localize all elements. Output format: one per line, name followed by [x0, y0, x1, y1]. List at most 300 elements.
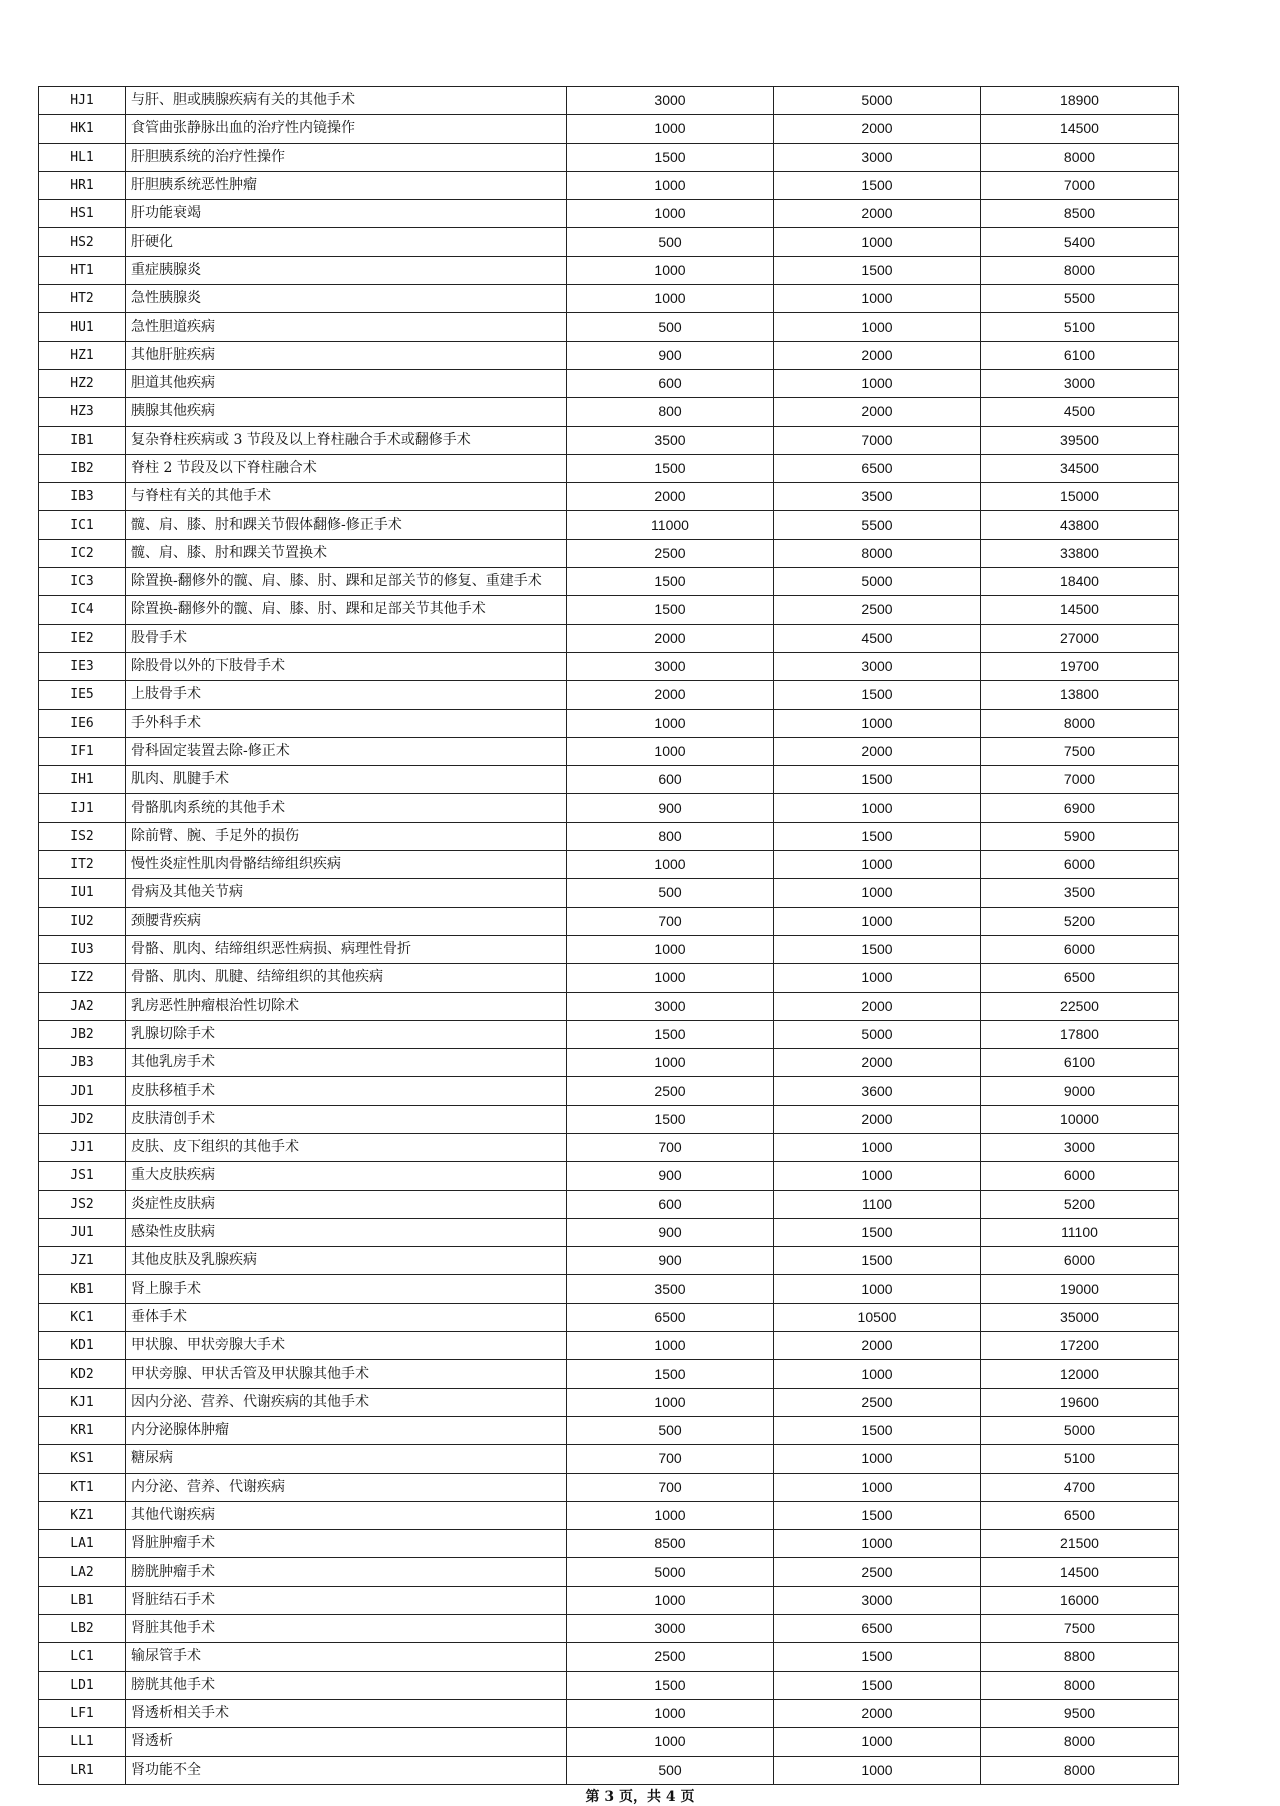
row-code: IH1 — [39, 766, 126, 794]
row-name: 垂体手术 — [126, 1303, 567, 1331]
row-name: 股骨手术 — [126, 624, 567, 652]
table-row — [39, 879, 1179, 907]
fee-table — [38, 86, 1179, 1785]
row-value-1: 5000 — [567, 1558, 774, 1586]
row-value-3: 5100 — [981, 1445, 1179, 1473]
row-value-3: 11100 — [981, 1218, 1179, 1246]
row-value-2: 1000 — [774, 1162, 981, 1190]
table-row — [39, 822, 1179, 850]
row-code: KC1 — [39, 1303, 126, 1331]
row-value-2: 1000 — [774, 1756, 981, 1784]
row-value-2: 1000 — [774, 794, 981, 822]
row-value-1: 2500 — [567, 1643, 774, 1671]
row-code: HR1 — [39, 171, 126, 199]
row-value-2: 2000 — [774, 200, 981, 228]
row-value-1: 900 — [567, 341, 774, 369]
row-value-1: 900 — [567, 1218, 774, 1246]
row-value-1: 800 — [567, 822, 774, 850]
row-value-2: 2000 — [774, 737, 981, 765]
table-row — [39, 1643, 1179, 1671]
table-row — [39, 313, 1179, 341]
row-value-2: 3500 — [774, 483, 981, 511]
row-name: 肝功能衰竭 — [126, 200, 567, 228]
row-name: 炎症性皮肤病 — [126, 1190, 567, 1218]
row-code: HK1 — [39, 115, 126, 143]
row-value-1: 1000 — [567, 851, 774, 879]
row-value-2: 1000 — [774, 907, 981, 935]
row-value-3: 22500 — [981, 992, 1179, 1020]
row-name: 除前臂、腕、手足外的损伤 — [126, 822, 567, 850]
row-value-2: 1000 — [774, 228, 981, 256]
row-value-3: 14500 — [981, 1558, 1179, 1586]
row-value-1: 1000 — [567, 1049, 774, 1077]
row-value-1: 1000 — [567, 1501, 774, 1529]
row-value-3: 19000 — [981, 1275, 1179, 1303]
row-value-3: 8000 — [981, 1756, 1179, 1784]
row-name: 肌肉、肌腱手术 — [126, 766, 567, 794]
row-value-2: 1500 — [774, 1671, 981, 1699]
table-row — [39, 1190, 1179, 1218]
row-value-3: 18900 — [981, 87, 1179, 115]
row-value-3: 8500 — [981, 200, 1179, 228]
row-value-2: 1000 — [774, 1445, 981, 1473]
table-row — [39, 794, 1179, 822]
row-code: JZ1 — [39, 1247, 126, 1275]
row-value-1: 700 — [567, 1445, 774, 1473]
row-value-1: 1500 — [567, 1020, 774, 1048]
row-value-3: 14500 — [981, 596, 1179, 624]
row-value-1: 1500 — [567, 454, 774, 482]
row-code: LB1 — [39, 1586, 126, 1614]
row-code: LR1 — [39, 1756, 126, 1784]
row-name: 因内分泌、营养、代谢疾病的其他手术 — [126, 1388, 567, 1416]
row-value-3: 19600 — [981, 1388, 1179, 1416]
row-code: LA1 — [39, 1530, 126, 1558]
row-value-1: 1000 — [567, 256, 774, 284]
row-value-2: 2500 — [774, 1558, 981, 1586]
row-code: IB2 — [39, 454, 126, 482]
row-value-1: 600 — [567, 766, 774, 794]
row-value-2: 1500 — [774, 681, 981, 709]
row-value-1: 600 — [567, 1190, 774, 1218]
row-value-2: 7000 — [774, 426, 981, 454]
row-value-1: 3500 — [567, 426, 774, 454]
row-name: 肝胆胰系统的治疗性操作 — [126, 143, 567, 171]
row-value-2: 1000 — [774, 851, 981, 879]
row-value-2: 3000 — [774, 1586, 981, 1614]
row-value-3: 6000 — [981, 1162, 1179, 1190]
row-name: 输尿管手术 — [126, 1643, 567, 1671]
row-value-3: 3000 — [981, 1133, 1179, 1161]
row-name: 除置换-翻修外的髋、肩、膝、肘、踝和足部关节其他手术 — [126, 596, 567, 624]
row-value-3: 8800 — [981, 1643, 1179, 1671]
row-value-1: 500 — [567, 1416, 774, 1444]
row-code: IE2 — [39, 624, 126, 652]
row-value-3: 8000 — [981, 1728, 1179, 1756]
row-value-3: 6000 — [981, 1247, 1179, 1275]
row-value-2: 2000 — [774, 398, 981, 426]
row-code: IC2 — [39, 539, 126, 567]
row-name: 重症胰腺炎 — [126, 256, 567, 284]
row-value-3: 7500 — [981, 1615, 1179, 1643]
row-value-3: 6500 — [981, 1501, 1179, 1529]
row-value-3: 9000 — [981, 1077, 1179, 1105]
row-value-1: 6500 — [567, 1303, 774, 1331]
row-name: 内分泌腺体肿瘤 — [126, 1416, 567, 1444]
row-code: JU1 — [39, 1218, 126, 1246]
row-value-3: 6100 — [981, 341, 1179, 369]
row-value-3: 5200 — [981, 907, 1179, 935]
row-name: 脊柱 2 节段及以下脊柱融合术 — [126, 454, 567, 482]
row-code: IU1 — [39, 879, 126, 907]
table-row — [39, 1671, 1179, 1699]
row-code: IE6 — [39, 709, 126, 737]
row-code: IC1 — [39, 511, 126, 539]
table-row — [39, 483, 1179, 511]
row-value-1: 600 — [567, 369, 774, 397]
row-name: 内分泌、营养、代谢疾病 — [126, 1473, 567, 1501]
row-value-1: 1500 — [567, 568, 774, 596]
row-value-2: 2000 — [774, 1105, 981, 1133]
row-code: JB3 — [39, 1049, 126, 1077]
row-code: KZ1 — [39, 1501, 126, 1529]
row-name: 与脊柱有关的其他手术 — [126, 483, 567, 511]
row-value-2: 10500 — [774, 1303, 981, 1331]
table-row — [39, 398, 1179, 426]
row-value-3: 10000 — [981, 1105, 1179, 1133]
table-row — [39, 709, 1179, 737]
row-value-2: 2000 — [774, 1699, 981, 1727]
row-code: LF1 — [39, 1699, 126, 1727]
row-value-2: 1000 — [774, 1530, 981, 1558]
row-code: HZ2 — [39, 369, 126, 397]
row-value-2: 1500 — [774, 171, 981, 199]
row-name: 肾透析相关手术 — [126, 1699, 567, 1727]
row-name: 肾上腺手术 — [126, 1275, 567, 1303]
row-value-2: 1000 — [774, 1473, 981, 1501]
row-name: 急性胆道疾病 — [126, 313, 567, 341]
row-code: IS2 — [39, 822, 126, 850]
table-row — [39, 369, 1179, 397]
row-value-1: 3000 — [567, 87, 774, 115]
row-code: JJ1 — [39, 1133, 126, 1161]
table-row — [39, 1105, 1179, 1133]
row-value-2: 2000 — [774, 115, 981, 143]
row-value-3: 8000 — [981, 709, 1179, 737]
row-value-3: 6000 — [981, 935, 1179, 963]
row-code: LB2 — [39, 1615, 126, 1643]
row-name: 膀胱肿瘤手术 — [126, 1558, 567, 1586]
row-value-1: 3500 — [567, 1275, 774, 1303]
row-name: 骨骼、肌肉、肌腱、结缔组织的其他疾病 — [126, 964, 567, 992]
row-value-3: 9500 — [981, 1699, 1179, 1727]
row-name: 甲状腺、甲状旁腺大手术 — [126, 1332, 567, 1360]
row-value-2: 1000 — [774, 1133, 981, 1161]
table-row — [39, 1530, 1179, 1558]
table-row — [39, 907, 1179, 935]
row-value-1: 2000 — [567, 681, 774, 709]
row-name: 与肝、胆或胰腺疾病有关的其他手术 — [126, 87, 567, 115]
row-value-1: 500 — [567, 313, 774, 341]
row-value-3: 19700 — [981, 652, 1179, 680]
row-value-2: 1100 — [774, 1190, 981, 1218]
row-value-3: 3500 — [981, 879, 1179, 907]
table-row — [39, 256, 1179, 284]
row-name: 肾功能不全 — [126, 1756, 567, 1784]
row-name: 肝硬化 — [126, 228, 567, 256]
row-value-2: 2000 — [774, 341, 981, 369]
table-row — [39, 596, 1179, 624]
row-code: HS2 — [39, 228, 126, 256]
row-value-2: 1000 — [774, 1728, 981, 1756]
row-value-3: 5100 — [981, 313, 1179, 341]
table-row — [39, 228, 1179, 256]
row-code: HS1 — [39, 200, 126, 228]
row-value-3: 14500 — [981, 115, 1179, 143]
row-name: 肾脏其他手术 — [126, 1615, 567, 1643]
row-value-3: 34500 — [981, 454, 1179, 482]
row-value-3: 5200 — [981, 1190, 1179, 1218]
row-name: 骨骼、肌肉、结缔组织恶性病损、病理性骨折 — [126, 935, 567, 963]
table-row — [39, 1133, 1179, 1161]
row-value-3: 17800 — [981, 1020, 1179, 1048]
row-name: 重大皮肤疾病 — [126, 1162, 567, 1190]
row-value-3: 7000 — [981, 171, 1179, 199]
row-value-1: 900 — [567, 1162, 774, 1190]
row-value-1: 2500 — [567, 1077, 774, 1105]
row-name: 急性胰腺炎 — [126, 285, 567, 313]
row-name: 胆道其他疾病 — [126, 369, 567, 397]
row-name: 上肢骨手术 — [126, 681, 567, 709]
row-name: 乳腺切除手术 — [126, 1020, 567, 1048]
row-name: 其他乳房手术 — [126, 1049, 567, 1077]
row-code: IT2 — [39, 851, 126, 879]
row-value-3: 17200 — [981, 1332, 1179, 1360]
row-code: HU1 — [39, 313, 126, 341]
row-value-3: 6900 — [981, 794, 1179, 822]
row-value-3: 35000 — [981, 1303, 1179, 1331]
row-name: 骨骼肌肉系统的其他手术 — [126, 794, 567, 822]
row-value-3: 27000 — [981, 624, 1179, 652]
row-name: 膀胱其他手术 — [126, 1671, 567, 1699]
row-value-1: 700 — [567, 1473, 774, 1501]
row-value-3: 33800 — [981, 539, 1179, 567]
row-value-2: 1500 — [774, 1643, 981, 1671]
table-row — [39, 1699, 1179, 1727]
row-value-2: 2000 — [774, 1332, 981, 1360]
row-value-1: 1500 — [567, 596, 774, 624]
row-value-3: 5000 — [981, 1416, 1179, 1444]
row-value-3: 7500 — [981, 737, 1179, 765]
row-code: IC4 — [39, 596, 126, 624]
row-value-2: 3600 — [774, 1077, 981, 1105]
row-value-3: 7000 — [981, 766, 1179, 794]
row-code: IF1 — [39, 737, 126, 765]
row-value-3: 3000 — [981, 369, 1179, 397]
row-code: KB1 — [39, 1275, 126, 1303]
row-code: KD1 — [39, 1332, 126, 1360]
table-row — [39, 1303, 1179, 1331]
row-value-3: 8000 — [981, 1671, 1179, 1699]
row-name: 皮肤清创手术 — [126, 1105, 567, 1133]
row-value-3: 6500 — [981, 964, 1179, 992]
row-value-1: 700 — [567, 907, 774, 935]
row-code: IU3 — [39, 935, 126, 963]
row-value-2: 2000 — [774, 1049, 981, 1077]
row-value-1: 900 — [567, 1247, 774, 1275]
row-value-2: 3000 — [774, 652, 981, 680]
row-value-2: 1000 — [774, 709, 981, 737]
row-value-2: 1500 — [774, 766, 981, 794]
row-value-1: 11000 — [567, 511, 774, 539]
table-row — [39, 737, 1179, 765]
row-name: 感染性皮肤病 — [126, 1218, 567, 1246]
row-value-2: 2500 — [774, 596, 981, 624]
row-name: 其他肝脏疾病 — [126, 341, 567, 369]
row-value-1: 1000 — [567, 935, 774, 963]
row-value-2: 1000 — [774, 369, 981, 397]
row-value-1: 1000 — [567, 115, 774, 143]
row-value-1: 3000 — [567, 652, 774, 680]
row-value-1: 1000 — [567, 709, 774, 737]
row-value-2: 6500 — [774, 454, 981, 482]
table-row — [39, 1445, 1179, 1473]
table-row — [39, 1162, 1179, 1190]
table-row — [39, 1756, 1179, 1784]
row-name: 骨科固定装置去除-修正术 — [126, 737, 567, 765]
row-code: KR1 — [39, 1416, 126, 1444]
row-value-2: 1000 — [774, 1360, 981, 1388]
row-value-3: 8000 — [981, 256, 1179, 284]
table-row — [39, 1501, 1179, 1529]
row-name: 皮肤、皮下组织的其他手术 — [126, 1133, 567, 1161]
table-row — [39, 851, 1179, 879]
row-value-1: 2500 — [567, 539, 774, 567]
row-value-1: 3000 — [567, 992, 774, 1020]
row-code: IU2 — [39, 907, 126, 935]
row-code: KD2 — [39, 1360, 126, 1388]
row-name: 糖尿病 — [126, 1445, 567, 1473]
row-value-3: 4500 — [981, 398, 1179, 426]
row-name: 髋、肩、膝、肘和踝关节假体翻修-修正手术 — [126, 511, 567, 539]
row-name: 乳房恶性肿瘤根治性切除术 — [126, 992, 567, 1020]
row-name: 复杂脊柱疾病或 3 节段及以上脊柱融合手术或翻修手术 — [126, 426, 567, 454]
table-row — [39, 766, 1179, 794]
row-name: 颈腰背疾病 — [126, 907, 567, 935]
table-row — [39, 539, 1179, 567]
row-value-3: 5900 — [981, 822, 1179, 850]
row-value-2: 6500 — [774, 1615, 981, 1643]
table-row — [39, 652, 1179, 680]
row-value-1: 800 — [567, 398, 774, 426]
table-row — [39, 87, 1179, 115]
table-row — [39, 992, 1179, 1020]
row-value-2: 1500 — [774, 935, 981, 963]
table-row — [39, 1615, 1179, 1643]
row-code: JD2 — [39, 1105, 126, 1133]
row-value-1: 1000 — [567, 285, 774, 313]
row-code: HT2 — [39, 285, 126, 313]
row-value-3: 8000 — [981, 143, 1179, 171]
table-body — [39, 87, 1179, 1785]
row-name: 除股骨以外的下肢骨手术 — [126, 652, 567, 680]
row-value-1: 3000 — [567, 1615, 774, 1643]
table-row — [39, 115, 1179, 143]
row-name: 手外科手术 — [126, 709, 567, 737]
row-value-2: 5000 — [774, 568, 981, 596]
table-row — [39, 1049, 1179, 1077]
row-value-1: 2000 — [567, 483, 774, 511]
table-row — [39, 935, 1179, 963]
table-row — [39, 511, 1179, 539]
row-value-2: 1000 — [774, 879, 981, 907]
row-value-1: 1000 — [567, 1728, 774, 1756]
table-row — [39, 1473, 1179, 1501]
row-value-2: 1000 — [774, 1275, 981, 1303]
row-name: 甲状旁腺、甲状舌管及甲状腺其他手术 — [126, 1360, 567, 1388]
table-row — [39, 624, 1179, 652]
row-name: 髋、肩、膝、肘和踝关节置换术 — [126, 539, 567, 567]
row-value-2: 2000 — [774, 992, 981, 1020]
row-value-3: 16000 — [981, 1586, 1179, 1614]
table-row — [39, 426, 1179, 454]
row-value-2: 1500 — [774, 1247, 981, 1275]
row-value-3: 4700 — [981, 1473, 1179, 1501]
row-value-1: 700 — [567, 1133, 774, 1161]
fee-table-container — [38, 86, 1178, 1785]
row-value-1: 1000 — [567, 1332, 774, 1360]
table-row — [39, 1275, 1179, 1303]
row-value-3: 13800 — [981, 681, 1179, 709]
table-row — [39, 454, 1179, 482]
table-row — [39, 1728, 1179, 1756]
row-code: IB1 — [39, 426, 126, 454]
row-value-1: 500 — [567, 228, 774, 256]
row-name: 慢性炎症性肌肉骨骼结缔组织疾病 — [126, 851, 567, 879]
row-value-2: 1000 — [774, 285, 981, 313]
row-code: KJ1 — [39, 1388, 126, 1416]
row-value-1: 1000 — [567, 1586, 774, 1614]
row-value-3: 5500 — [981, 285, 1179, 313]
table-row — [39, 171, 1179, 199]
row-value-3: 18400 — [981, 568, 1179, 596]
row-value-1: 1000 — [567, 964, 774, 992]
row-value-2: 8000 — [774, 539, 981, 567]
table-row — [39, 143, 1179, 171]
row-code: IB3 — [39, 483, 126, 511]
row-name: 骨病及其他关节病 — [126, 879, 567, 907]
row-code: IJ1 — [39, 794, 126, 822]
page-footer: 第 3 页，共 4 页 — [585, 1789, 695, 1805]
row-code: KT1 — [39, 1473, 126, 1501]
row-value-2: 3000 — [774, 143, 981, 171]
row-code: HJ1 — [39, 87, 126, 115]
row-value-3: 15000 — [981, 483, 1179, 511]
row-code: HL1 — [39, 143, 126, 171]
table-row — [39, 1586, 1179, 1614]
row-code: LL1 — [39, 1728, 126, 1756]
row-name: 肾透析 — [126, 1728, 567, 1756]
row-name: 除置换-翻修外的髋、肩、膝、肘、踝和足部关节的修复、重建手术 — [126, 568, 567, 596]
row-value-1: 1000 — [567, 737, 774, 765]
row-value-2: 1000 — [774, 313, 981, 341]
row-value-3: 6100 — [981, 1049, 1179, 1077]
row-code: JS1 — [39, 1162, 126, 1190]
row-value-1: 1000 — [567, 200, 774, 228]
table-row — [39, 285, 1179, 313]
row-value-3: 43800 — [981, 511, 1179, 539]
row-code: JA2 — [39, 992, 126, 1020]
